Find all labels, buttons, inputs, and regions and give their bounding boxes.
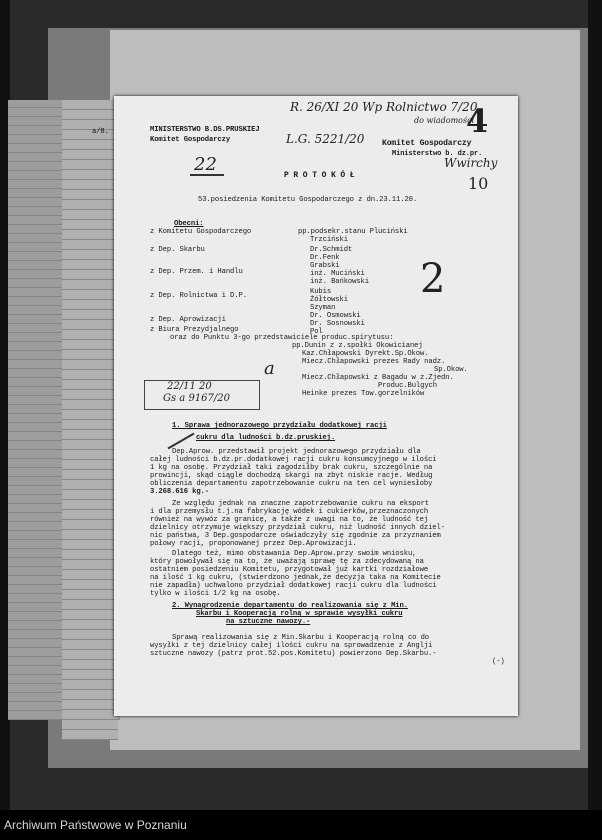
text-line: i dla przemysłu t.j.na fabrykację wódek i cukierków,przeznaczonych <box>150 508 429 516</box>
guest-line: Sp.Okow. <box>434 366 468 374</box>
present-right: Żółtowski <box>310 296 348 304</box>
archive-footer <box>0 810 602 840</box>
present-left: z Dep. Rolnictwa i D.P. <box>150 292 247 300</box>
archive-name: Archiwum Państwowe w Poznaniu <box>4 818 187 832</box>
section2-title-cont: na sztuczne nawozy.- <box>226 618 311 626</box>
text-line: Ze względu jednak na znaczne zapotrzebowanie cukru na eksport <box>172 500 430 508</box>
handwritten-number: 22 <box>194 154 217 175</box>
present-left: z Biura Prezydjalnego <box>150 326 239 334</box>
section2-title: 2. Wynagrodzenie departamentu do realizowania się z Min. <box>172 602 408 610</box>
present-right: Dr.Schmidt <box>310 246 353 254</box>
present-right: Dr.Fenk <box>310 254 340 262</box>
section1-title: 1. Sprawa jednorazowego przydziału dodatkowej racji <box>172 422 387 430</box>
meeting-subtitle: 53.posiedzenia Komitetu Gospodarczego z dn.23.11.20. <box>198 196 418 204</box>
left-code: a/8. <box>92 128 109 136</box>
page-number: 10 <box>468 174 489 193</box>
present-right: Grabski <box>310 262 340 270</box>
present-heading: Obecni: <box>174 220 204 228</box>
present-right: Kubis <box>310 288 332 296</box>
continuation-mark: (-) <box>492 658 505 666</box>
text-line: prowincji, skąd ciągle dochodzą skargi na zbyt niskie racje. Według <box>150 472 433 480</box>
folded-sheet-left-inner <box>62 100 118 740</box>
handwritten-a: a <box>264 358 275 379</box>
text-line: całej ludności b.dz.pr.dodatkowej racji cukru konsumcyjnego w ilości <box>150 456 437 464</box>
present-right: Szyman <box>310 304 336 312</box>
present-right: inż. Muciński <box>310 270 365 278</box>
check-mark <box>168 433 195 450</box>
guest-line: Produc.Bulgych <box>378 382 437 390</box>
present-right: pp.podsekr.stanu Pluciński <box>298 228 408 236</box>
text-line: Dlatego też, mimo obstawania Dep.Aprow.przy swoim wniosku, <box>172 550 417 558</box>
text-line: ostatniem posiedzeniu Komitetu, przygotował już kartki rozdziałowe <box>150 566 429 574</box>
text-line: również na wywóz za granicę, a także z uwagi na to, że ludność tej <box>150 516 429 524</box>
underline-mark <box>190 174 224 176</box>
stamp-committee: Komitet Gospodarczy <box>382 139 472 148</box>
handwritten-note: do wiadomości <box>414 116 475 125</box>
present-right: Dr. Sosnowski <box>310 320 365 328</box>
section1-title-cont: cukru dla ludności b.dz.pruskiej. <box>196 434 336 442</box>
text-line: wysyłki z tej dzielnicy całej ilości cukru na sprowadzenie z Anglji <box>150 642 433 650</box>
text-line: 3.268.616 kg.- <box>150 488 209 496</box>
text-line: Sprawą realizowania się z Min.Skarbu i Kooperacją rolną co do <box>172 634 430 642</box>
ministry-name: MINISTERSTWO B.DS.PRUSKIEJ <box>150 126 260 134</box>
text-line: sztuczne nawozy (patrz prot.52.pos.Komitetu) powierzono Dep.Skarbu.- <box>150 650 437 658</box>
present-right: Pol <box>310 328 323 336</box>
document-title: P R O T O K Ó Ł <box>284 171 355 180</box>
text-line: połowy racji, proponowanej przez Dep.Aprowizacji. <box>150 540 357 548</box>
guest-line: Miecz.Chłapowski z Bagadu w z.Zjedn. <box>302 374 454 382</box>
stamp-number: Gs a 9167/20 <box>163 393 230 404</box>
present-right: inż. Bańkowski <box>310 278 369 286</box>
registry-stamp <box>144 380 260 410</box>
present-left: z Dep. Skarbu <box>150 246 205 254</box>
guest-line: Miecz.Chłapowski prezes Rady nadz. <box>302 358 446 366</box>
document-page <box>114 96 518 716</box>
text-line: Dep.Aprow. przedstawił projekt jednorazowego przydziału dla <box>172 448 421 456</box>
text-line: tylko w ilości 1/2 kg na osobę. <box>150 590 281 598</box>
big-handwritten-number: 4 <box>466 102 489 140</box>
present-left: z Dep. Aprowizacji <box>150 316 226 324</box>
present-right: Dr. Osmowski <box>310 312 361 320</box>
text-line: nic państwa, 3 Dep.gospodarcze oświadczyły się zgodnie za przyznaniem <box>150 532 441 540</box>
text-line: obliczenia departamentu zapotrzebowanie cukru na ten cel wyniesłoby <box>150 480 433 488</box>
section2-title-cont: Skarbu i Kooperacją rolną w sprawie wysyłki cukru <box>196 610 403 618</box>
guest-line: Kaz.Chłapowski Dyrekt.Sp.Okow. <box>302 350 429 358</box>
present-left: z Dep. Przem. i Handlu <box>150 268 243 276</box>
guest-line: Heinke prezes Tow.gorzelników <box>302 390 425 398</box>
handwritten-two: 2 <box>420 256 446 302</box>
present-right: Trzciński <box>310 236 348 244</box>
film-border-right <box>588 0 602 810</box>
stamp-ministry: Ministerstwo b. dz.pr. <box>392 150 483 158</box>
handwritten-signature: Wwirchy <box>444 156 498 170</box>
guest-line: pp.Dunin z z.społki Okowicianej <box>292 342 423 350</box>
handwritten-registry: R. 26/XI 20 Wp Rolnictwo 7/20 <box>290 100 478 114</box>
present-left: z Komitetu Gospodarczego <box>150 228 252 236</box>
stamp-date: 22/11 20 <box>167 381 212 392</box>
text-line: który powoływał się na to, że uważają sprawę tę za zdecydowaną na <box>150 558 424 566</box>
text-line: dzielnicy otrzymuje większy przydział cukru, niż ludność innych dziel- <box>150 524 445 532</box>
committee-name: Komitet Gospodarczy <box>150 136 231 144</box>
guests-intro: oraz do Punktu 3-go przedstawiciele produc.spirytusu: <box>170 334 394 342</box>
text-line: nie zapadła) uchwalono przydział dodatkowej racji cukru dla ludności <box>150 582 437 590</box>
text-line: na ilość 1 kg cukru, (stwierdzono jednak,że decyzja taka na Komitecie <box>150 574 441 582</box>
handwritten-case-number: L.G. 5221/20 <box>286 132 365 146</box>
text-line: 1 kg na osobę. Przydział taki zagodziłby brak cukru, szczególnie na <box>150 464 433 472</box>
